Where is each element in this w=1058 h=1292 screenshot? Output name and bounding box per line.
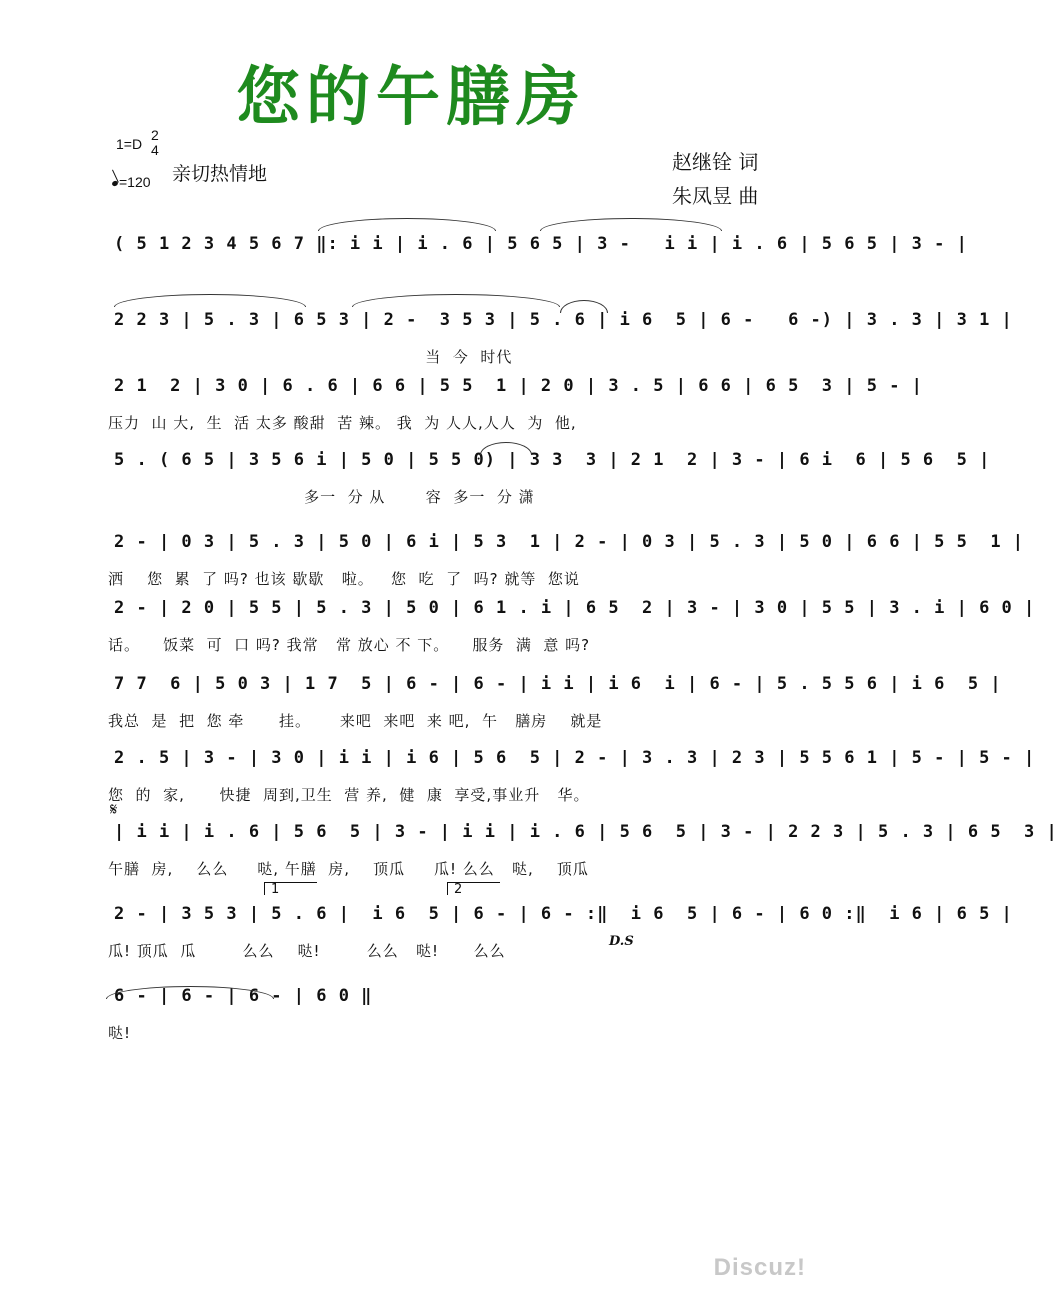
score-line-3: [0, 376, 923, 456]
notation-row: 2 . 5 | 3 - | 3 0 | i i | i 6 | 5 6 5 | 2 - | 3 . 3 | 2 3 | 5 5 6 1 | 5 - | 5 - |: [114, 748, 1036, 768]
lyrics-row: 话。 饭菜 可 口 吗? 我常 常 放心 不 下。 服务 满 意 吗?: [108, 636, 591, 654]
notation-row: 2 - | 2 0 | 5 5 | 5 . 3 | 5 0 | 6 1 . i | 6 5 2 | 3 - | 3 0 | 5 5 | 3 . i | 6 0 |: [114, 598, 1036, 618]
slur-arc: [540, 218, 722, 231]
notation-row: 2 1 2 | 3 0 | 6 . 6 | 6 6 | 5 5 1 | 2 0 | 3 . 5 | 6 6 | 6 5 3 | 5 - |: [114, 376, 923, 396]
lyricist-credit: 赵继铨 词: [672, 150, 759, 174]
time-signature: [151, 128, 159, 158]
lyrics-row: 多一 分 从 容 多一 分 潇: [108, 488, 535, 506]
lyrics-row: 您 的 家, 快捷 周到,卫生 营 养, 健 康 享受,事业升 华。: [108, 786, 590, 804]
composer-credit: 朱凤昱 曲: [672, 184, 759, 208]
meter-bottom: 4: [151, 142, 159, 158]
volta-bracket-2: [447, 882, 500, 895]
lyrics-row: 我总 是 把 您 牵 挂。 来吧 来吧 来 吧, 午 膳房 就是: [108, 712, 603, 730]
lyrics-row: 哒!: [108, 1024, 132, 1042]
notation-row: 5 . ( 6 5 | 3 5 6 i | 5 0 | 5 5 0) | 3 3 3 | 2 1 2 | 3 - | 6 i 6 | 5 6 5 |: [114, 450, 991, 470]
score-line-4: [0, 450, 991, 530]
score-line-7: [0, 674, 1002, 754]
forum-watermark: Discuz!: [713, 1254, 806, 1281]
notation-row: 2 2 3 | 5 . 3 | 6 5 3 | 2 - 3 5 3 | 5 . 6 | i 6 5 | 6 - 6 -) | 3 . 3 | 3 1 |: [114, 310, 1013, 330]
notation-row: 2 - | 0 3 | 5 . 3 | 5 0 | 6 i | 5 3 1 | 2 - | 0 3 | 5 . 3 | 5 0 | 6 6 | 5 5 1 |: [114, 532, 1025, 552]
slur-arc: [318, 218, 496, 231]
tempo-value: =120: [119, 174, 151, 190]
notation-row: ( 5 1 2 3 4 5 6 7 ‖: i i | i . 6 | 5 6 5 | 3 - i i | i . 6 | 5 6 5 | 3 - |: [114, 234, 968, 254]
key-signature: 1=D: [116, 136, 143, 152]
expression-marking: 亲切热情地: [172, 163, 268, 185]
lyrics-row: 洒 您 累 了 吗? 也该 歇歇 啦。 您 吃 了 吗? 就等 您说: [108, 570, 580, 588]
volta-number: 1: [271, 882, 280, 897]
lyrics-row: 当 今 时代: [108, 348, 513, 366]
volta-bracket-1: [264, 882, 317, 895]
lyrics-row: 瓜! 顶瓜 瓜 么么 哒! 么么 哒! 么么: [108, 942, 506, 960]
lyrics-row: 压力 山 大, 生 活 太多 酸甜 苦 辣。 我 为 人人,人人 为 他,: [108, 414, 577, 432]
tempo-marking: [112, 174, 151, 190]
meter-top: 2: [151, 127, 159, 143]
lyrics-row: 午膳 房, 么么 哒, 午膳 房, 顶瓜 瓜! 么么 哒, 顶瓜: [108, 860, 589, 878]
score-line-10: [0, 904, 1013, 984]
segno-sign: 𝄋: [110, 800, 118, 820]
quarter-note-icon: [111, 180, 119, 187]
notation-row: 7 7 6 | 5 0 3 | 1 7 5 | 6 - | 6 - | i i | i 6 i | 6 - | 5 . 5 5 6 | i 6 5 |: [114, 674, 1002, 694]
notation-row: 6 - | 6 - | 6 - | 6 0 ‖: [114, 986, 373, 1006]
song-title: 您的午膳房: [236, 61, 586, 135]
dal-segno-marking: D.S: [609, 934, 634, 949]
notation-row: | i i | i . 6 | 5 6 5 | 3 - | i i | i . 6 | 5 6 5 | 3 - | 2 2 3 | 5 . 3 | 6 5 3 |: [114, 822, 1058, 842]
score-line-6: [0, 598, 1036, 678]
notation-row: 2 - | 3 5 3 | 5 . 6 | i 6 5 | 6 - | 6 - :‖ i 6 5 | 6 - | 6 0 :‖ i 6 | 6 5 |: [114, 904, 1013, 924]
volta-number: 2: [454, 882, 463, 897]
score-line-9: [0, 822, 1058, 902]
score-line-8: [0, 748, 1036, 828]
